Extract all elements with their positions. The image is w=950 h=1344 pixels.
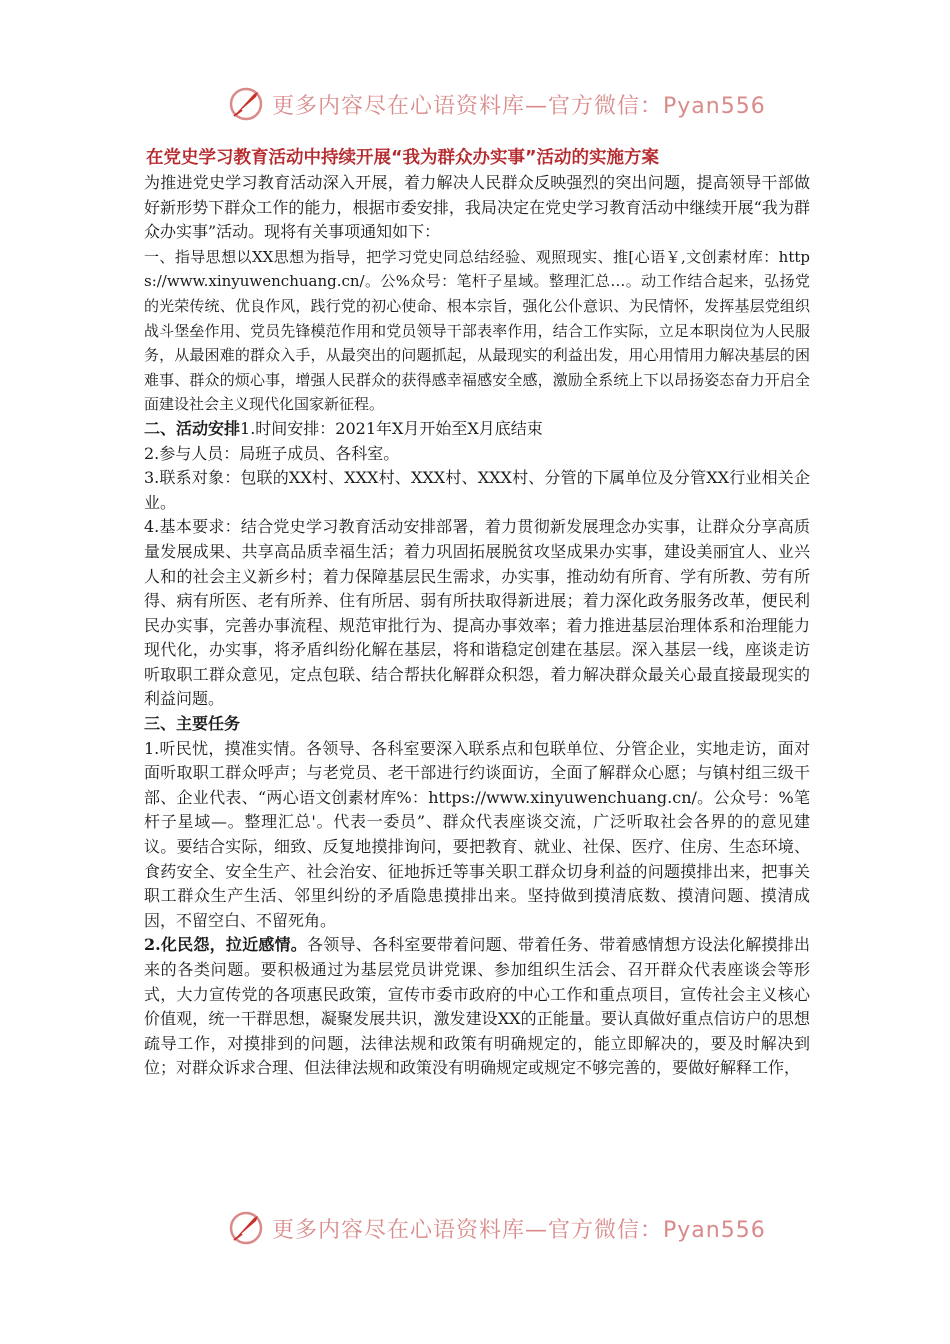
quill-logo-icon (228, 86, 264, 122)
basic-requirements: 4.基本要求：结合党史学习教育活动安排部署，着力贯彻新发展理念办实事，让群众分享高质量发展成果、共享高品质幸福生活；着力巩固拓展脱贫攻坚成果办实事，建设美丽宜人、业兴人和的社会主义新乡村；着力保障基层民生需求，办实事，推动幼有所育、学有所教、劳有所得、病有所医、老有所养、住有所居、弱有所扶取得新进展；着力深化政务服务改革，便民利民办实事，完善办事流程、规范审批行为、提高办事效率；着力推进基层治理体系和治理能力现代化，办实事，将矛盾纠纷化解在基层，将和谐稳定创建在基层。深入基层一线，座谈走访听取职工群众意见，定点包联、结合帮扶化解群众积怨，着力解决群众最关心最直接最现实的利益问题。 (144, 517, 810, 709)
header-watermark-text: 更多内容尽在心语资料库—官方微信：Pyan556 (272, 93, 766, 119)
header-watermark (228, 84, 766, 124)
task-resolve (144, 933, 810, 1081)
section2-heading: 二、活动安排 (144, 418, 241, 438)
time-arrangement: 1.时间安排：2021年X月开始至X月底结束 (240, 418, 543, 438)
document-title: 在党史学习教育活动中持续开展“我为群众办实事”活动的实施方案 (146, 148, 660, 168)
section-activity-arrangement (144, 417, 810, 442)
footer-watermark-text: 更多内容尽在心语资料库—官方微信：Pyan556 (272, 1217, 766, 1243)
intro-paragraph: 为推进党史学习教育活动深入开展，着力解决人民群众反映强烈的突出问题，提高领导干部做好新形势下群众工作的能力，根据市委安排，我局决定在党史学习教育活动中继续开展“我为群众办实事”活动。现将有关事项通知如下： (144, 173, 810, 242)
section3-heading: 三、主要任务 (144, 714, 241, 734)
task2-heading: 2.化民怨，拉近感情。 (144, 935, 308, 955)
task2-body: 各领导、各科室要带着问题、带着任务、带着感情想方设法化解摸排出来的各类问题。要积极通过为基层党员讲党课、参加组织生活会、召开群众代表座谈会等形式，大力宣传党的各项惠民政策，宣传市委市政府的中心工作和重点项目，宣传社会主义核心价值观，统一干群思想，凝聚发展共识，激发建设XX的正能量。要认真做好重点信访户的思想疏导工作，对摸排到的问题，法律法规和政策有明确规定的，能立即解决的，要及时解决到位；对群众诉求合理、但法律法规和政策没有明确规定或规定不够完善的，要做好解释工作， (144, 935, 810, 1078)
participants: 2.参与人员：局班子成员、各科室。 (144, 443, 400, 463)
quill-logo-icon (228, 1210, 264, 1246)
document-body (144, 146, 810, 1081)
task-listen: 1.听民忧，摸准实情。各领导、各科室要深入联系点和包联单位、分管企业，实地走访，面对面听取职工群众呼声；与老党员、老干部进行约谈面访，全面了解群众心愿；与镇村组三级干部、企业代表、“两心语文创素材库%：https://www.xinyuwenchuang.cn/。公众号：%笔杆子星域—。整理汇总'。代表一委员”、群众代表座谈交流，广泛听取社会各界的的意见建议。要结合实际，细致、反复地摸排询问，要把教育、就业、社保、医疗、住房、生态环境、食药安全、安全生产、社会治安、征地拆迁等事关职工群众切身利益的问题摸排出来，把事关职工群众生产生活、邻里纠纷的矛盾隐患摸排出来。坚持做到摸清底数、摸清问题、摸清成因，不留空白、不留死角。 (144, 738, 810, 930)
footer-watermark (228, 1208, 766, 1248)
section-guiding-ideology: 一、指导思想以XX思想为指导，把学习党史同总结经验、观照现实、推[心语￥,文创素材库：https://www.xinyuwenchuang.cn/。公%众号：笔杆子星域。整理汇总…。动工作结合起来，弘扬党的光荣传统、优良作风，践行党的初心使命、根本宗旨，强化公仆意识、为民情怀，发挥基层党组织战斗堡垒作用、党员先锋模范作用和党员领导干部表率作用，结合工作实际，立足本职岗位为人民服务，从最困难的群众入手，从最突出的问题抓起，从最现实的利益出发，用心用情用力解决基层的困难事、群众的烦心事，增强人民群众的获得感幸福感安全感，激励全系统上下以昂扬姿态奋力开启全面建设社会主义现代化国家新征程。 (144, 247, 810, 414)
contact-targets: 3.联系对象：包联的XX村、XXX村、XXX村、XXX村、分管的下属单位及分管XX行业相关企业。 (144, 468, 810, 512)
